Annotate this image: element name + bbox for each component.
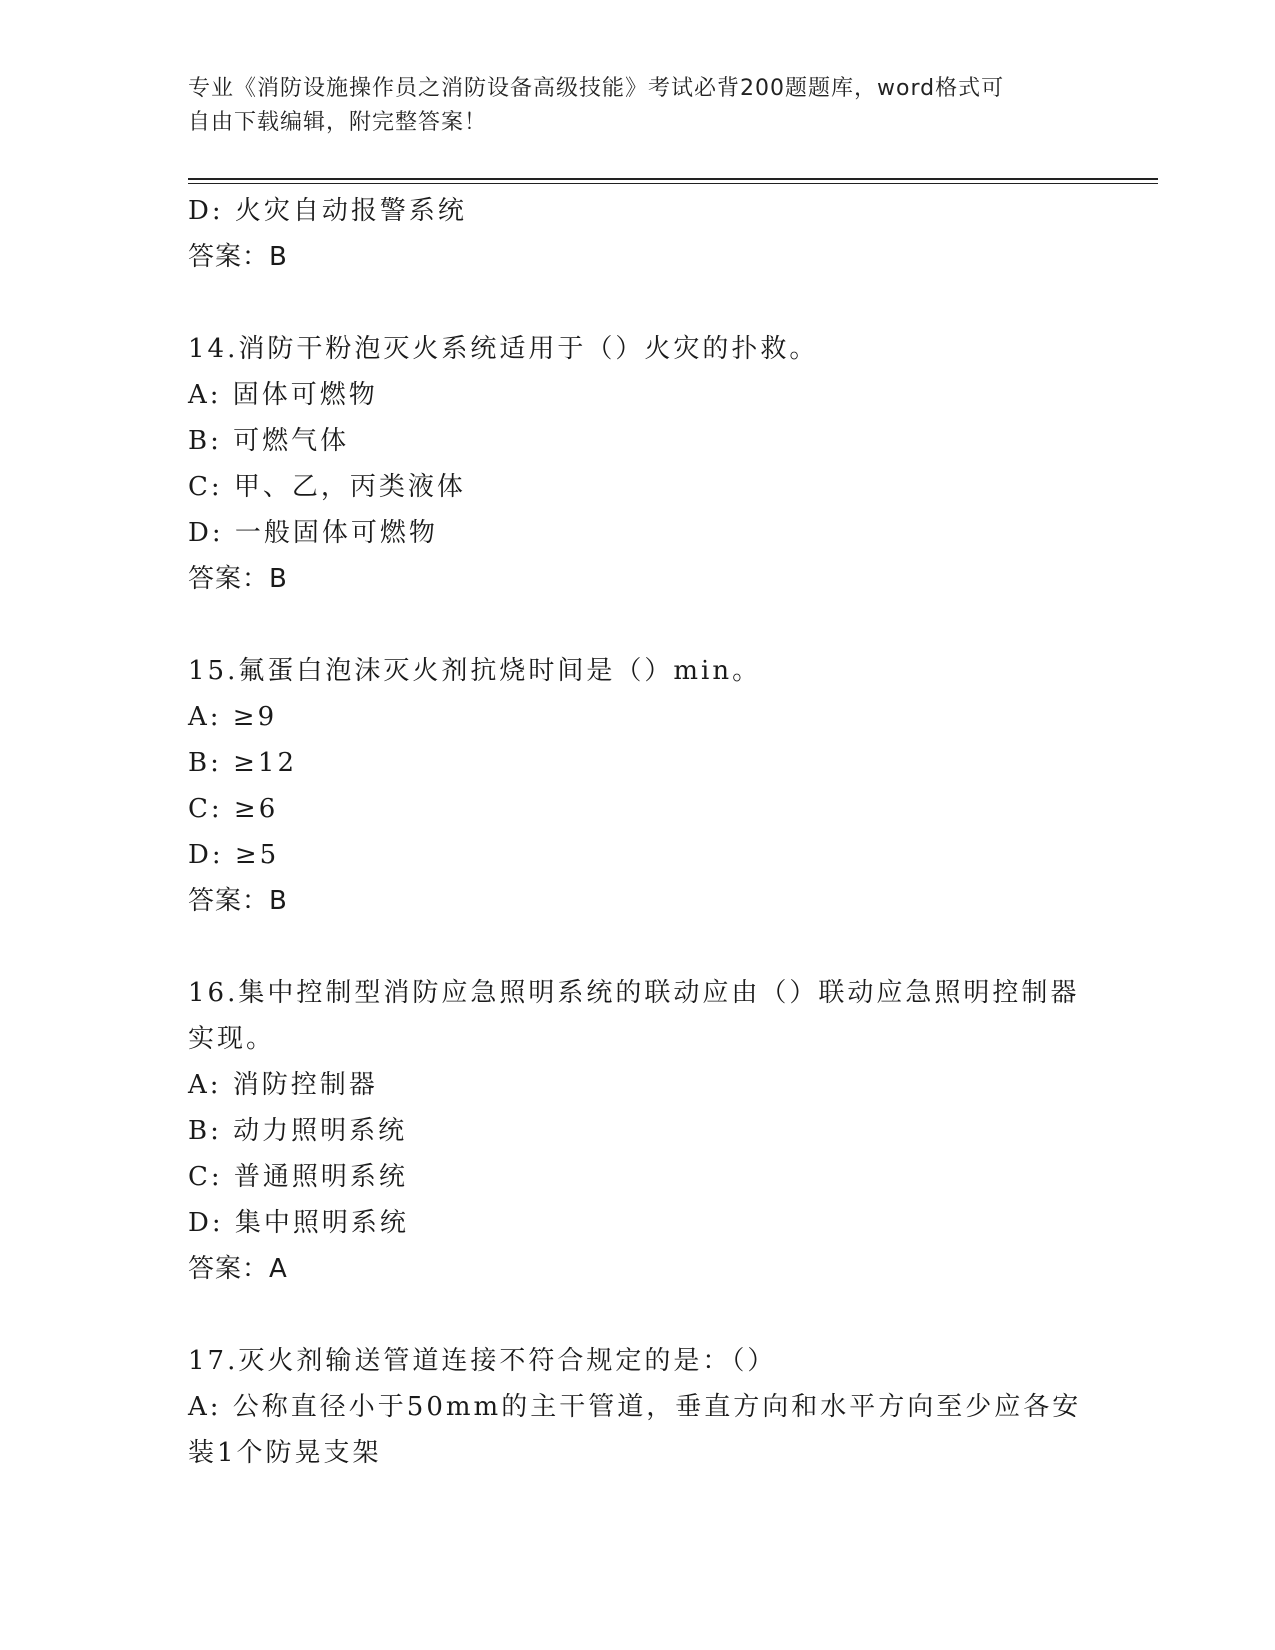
option-a: A: 消防控制器 xyxy=(188,1070,378,1100)
question-17 xyxy=(188,1338,1088,1476)
question-stem: 15.氟蛋白泡沫灭火剂抗烧时间是（）min。 xyxy=(188,656,762,686)
option-d: D: 集中照明系统 xyxy=(188,1208,409,1238)
option-d: D: ≥5 xyxy=(188,840,280,870)
header-line-2: 自由下载编辑，附完整答案！ xyxy=(188,110,488,135)
question-stem-line-1: 16.集中控制型消防应急照明系统的联动应由（）联动应急照明控制器 xyxy=(188,978,1080,1008)
question-14 xyxy=(188,326,1088,602)
option-b: B: ≥12 xyxy=(188,748,297,778)
option-a: A: 固体可燃物 xyxy=(188,380,378,410)
option-b: B: 可燃气体 xyxy=(188,426,350,456)
question-16 xyxy=(188,970,1088,1292)
option-d: D: 一般固体可燃物 xyxy=(188,518,438,548)
header-rule-thick xyxy=(188,178,1158,180)
option-d: D: 火灾自动报警系统 xyxy=(188,196,467,226)
option-c: C: 普通照明系统 xyxy=(188,1162,408,1192)
option-b: B: 动力照明系统 xyxy=(188,1116,408,1146)
header-rule-thin xyxy=(188,183,1158,184)
option-a: A: ≥9 xyxy=(188,702,278,732)
document-header xyxy=(188,72,1068,140)
question-stem-line-2: 实现。 xyxy=(188,1024,276,1054)
header-line-1: 专业《消防设施操作员之消防设备高级技能》考试必背200题题库，word格式可 xyxy=(188,76,1005,101)
question-stem: 14.消防干粉泡灭火系统适用于（）火灾的扑救。 xyxy=(188,334,819,364)
answer: 答案：B xyxy=(188,564,288,594)
question-stem: 17.灭火剂输送管道连接不符合规定的是：（） xyxy=(188,1346,777,1376)
answer: 答案：A xyxy=(188,1254,288,1284)
question-13-tail xyxy=(188,188,1088,280)
question-list xyxy=(188,188,1088,1476)
answer: 答案：B xyxy=(188,242,288,272)
option-a-line-2: 装1个防晃支架 xyxy=(188,1438,382,1468)
option-c: C: ≥6 xyxy=(188,794,279,824)
option-a-line-1: A: 公称直径小于50mm的主干管道，垂直方向和水平方向至少应各安 xyxy=(188,1392,1082,1422)
answer: 答案：B xyxy=(188,886,288,916)
option-c: C: 甲、乙，丙类液体 xyxy=(188,472,466,502)
question-15 xyxy=(188,648,1088,924)
